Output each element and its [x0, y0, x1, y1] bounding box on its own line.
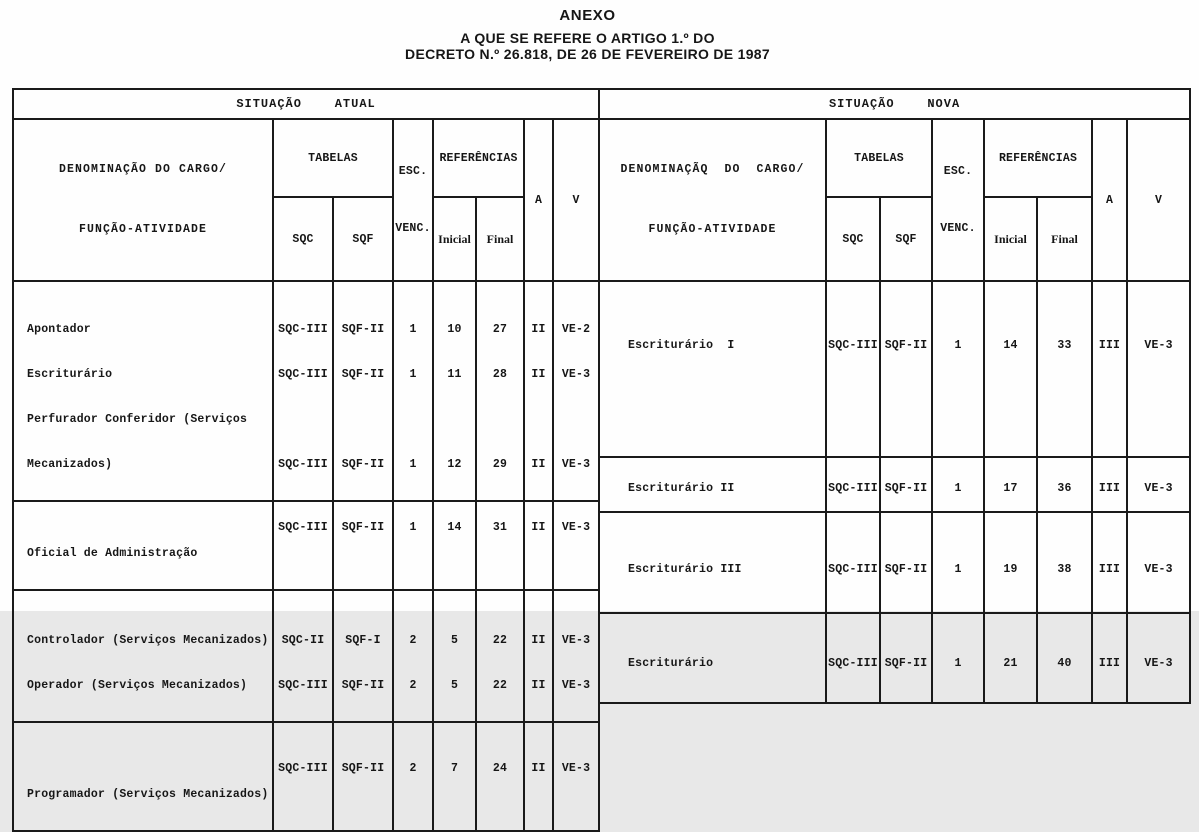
header-sqf: SQF: [880, 197, 932, 281]
sqc-cell: [273, 590, 333, 722]
section-title-nova: SITUAÇÃO NOVA: [599, 89, 1190, 119]
job-names-cell: [13, 590, 273, 722]
v-cell: [553, 281, 599, 501]
value-line: VE-3: [561, 679, 591, 692]
sqc-cell: [826, 613, 880, 703]
inicial-cell: [433, 722, 476, 831]
a-cell: [1092, 457, 1127, 512]
value-line: 1: [954, 482, 962, 495]
header-final: Final: [1037, 197, 1092, 281]
value-line: SQC-II: [281, 634, 325, 647]
esc-venc-cell: [932, 613, 984, 703]
value-line: VE-3: [1144, 482, 1173, 495]
job-names-cell: [13, 281, 273, 501]
v-cell: [1127, 457, 1190, 512]
esc-venc-cell: [393, 281, 433, 501]
v-cell: [1127, 512, 1190, 613]
header-final: Final: [476, 197, 524, 281]
section-title-row: [13, 89, 599, 119]
sqc-cell: [826, 281, 880, 457]
header-sqc: SQC: [826, 197, 880, 281]
table-row: [599, 613, 1190, 703]
esc-venc-cell: [393, 722, 433, 831]
value-line: III: [1098, 657, 1121, 670]
header-denominacao-line2: FUNÇÃO-ATIVIDADE: [78, 223, 208, 236]
job-names-cell: [599, 457, 826, 512]
esc-venc-cell: [932, 281, 984, 457]
job-name: Perfurador Conferidor (Serviços: [27, 413, 248, 426]
value-line: 31: [492, 521, 508, 534]
header-inicial: Inicial: [433, 197, 476, 281]
header-denominacao: [13, 119, 273, 281]
a-cell: [524, 281, 553, 501]
final-cell: [1037, 512, 1092, 613]
situacao-atual-table: [12, 88, 600, 832]
table-row: [599, 512, 1190, 613]
inicial-cell: [984, 613, 1037, 703]
value-line: SQF-II: [341, 458, 385, 471]
header-referencias: REFERÊNCIAS: [433, 119, 524, 197]
value-line: VE-3: [1144, 657, 1173, 670]
sqc-cell: [826, 512, 880, 613]
sqf-cell: [333, 590, 393, 722]
esc-venc-cell: [932, 512, 984, 613]
header-sqc: SQC: [273, 197, 333, 281]
value-line: VE-3: [561, 634, 591, 647]
v-cell: [553, 722, 599, 831]
header-denominacao-line1: DENOMINAÇÃQ DO CARGO/: [620, 163, 805, 176]
header-v: V: [1127, 119, 1190, 281]
section-title-atual: SITUAÇÃO ATUAL: [13, 89, 599, 119]
value-line: 5: [450, 634, 459, 647]
header-esc-line: ESC.: [398, 165, 428, 178]
value-line: SQC-III: [278, 368, 328, 381]
title-block: [0, 7, 1175, 62]
value-line: SQF-II: [884, 657, 928, 670]
final-cell: [1037, 281, 1092, 457]
value-line: [477, 410, 523, 429]
header-inicial: Inicial: [984, 197, 1037, 281]
a-cell: [524, 722, 553, 831]
value-line: 19: [1003, 563, 1018, 576]
a-cell: [524, 501, 553, 590]
section-title-row: [599, 89, 1190, 119]
table-row: [13, 722, 599, 831]
value-line: 5: [450, 679, 459, 692]
value-line: II: [531, 521, 546, 534]
value-line: II: [531, 458, 546, 471]
value-line: SQF-II: [341, 521, 385, 534]
value-line: 1: [409, 368, 417, 381]
job-name: Controlador (Serviços Mecanizados): [27, 634, 269, 647]
inicial-cell: [433, 281, 476, 501]
value-line: 14: [1003, 339, 1018, 352]
value-line: 1: [954, 657, 962, 670]
value-line: 2: [409, 634, 417, 647]
value-line: 2: [409, 679, 417, 692]
final-cell: [476, 590, 524, 722]
sqf-cell: [880, 457, 932, 512]
value-line: III: [1098, 339, 1121, 352]
value-line: SQC-III: [278, 762, 328, 775]
inicial-cell: [433, 590, 476, 722]
sqc-cell: [273, 722, 333, 831]
value-line: VE-3: [561, 458, 591, 471]
header-referencias: REFERÊNCIAS: [984, 119, 1092, 197]
value-line: VE-3: [561, 368, 591, 381]
v-cell: [553, 590, 599, 722]
header-venc-line: VENC.: [395, 222, 431, 235]
final-cell: [476, 281, 524, 501]
esc-venc-cell: [393, 501, 433, 590]
job-names-cell: [599, 512, 826, 613]
value-line: SQC-III: [278, 458, 328, 471]
header-denominacao: [599, 119, 826, 281]
value-line: 36: [1057, 482, 1072, 495]
annex-subtitle-line2: DECRETO N.º 26.818, DE 26 DE FEVEREIRO DE 1987: [405, 46, 770, 62]
value-line: [554, 410, 598, 429]
value-line: 22: [492, 679, 508, 692]
table-row: [599, 457, 1190, 512]
header-row-1: [599, 119, 1190, 197]
value-line: III: [1098, 563, 1121, 576]
value-line: [525, 410, 552, 429]
value-line: II: [531, 679, 546, 692]
table-row: [599, 281, 1190, 457]
header-esc-line: ESC.: [943, 165, 973, 178]
a-cell: [524, 590, 553, 722]
value-line: 29: [492, 458, 508, 471]
situacao-nova-table: [598, 88, 1191, 704]
inicial-cell: [984, 457, 1037, 512]
a-cell: [1092, 281, 1127, 457]
value-line: SQC-III: [278, 323, 328, 336]
value-line: VE-3: [1144, 563, 1173, 576]
value-line: II: [531, 323, 546, 336]
value-line: 22: [492, 634, 508, 647]
job-name: Programador (Serviços Mecanizados): [27, 788, 269, 801]
final-cell: [476, 722, 524, 831]
value-line: SQC-III: [828, 657, 878, 670]
value-line: SQF-II: [341, 323, 385, 336]
v-cell: [1127, 613, 1190, 703]
value-line: 24: [492, 762, 508, 775]
value-line: SQC-III: [278, 679, 328, 692]
value-line: II: [531, 762, 546, 775]
value-line: SQF-I: [345, 634, 381, 647]
value-line: SQC-III: [828, 563, 878, 576]
value-line: SQF-II: [341, 368, 385, 381]
value-line: 40: [1057, 657, 1072, 670]
sqf-cell: [880, 281, 932, 457]
job-name: Escriturário II: [628, 482, 735, 495]
job-name: Escriturário III: [628, 563, 742, 576]
value-line: SQC-III: [828, 339, 878, 352]
value-line: 1: [954, 339, 962, 352]
value-line: [274, 410, 332, 429]
value-line: VE-2: [561, 323, 591, 336]
value-line: VE-3: [561, 762, 591, 775]
value-line: 33: [1057, 339, 1072, 352]
header-venc-line: VENC.: [940, 222, 976, 235]
value-line: 1: [409, 521, 417, 534]
value-line: 21: [1003, 657, 1018, 670]
job-names-cell: [599, 281, 826, 457]
header-denominacao-line1: DENOMINAÇÃO DO CARGO/: [58, 163, 228, 176]
value-line: 28: [492, 368, 508, 381]
sqf-cell: [333, 722, 393, 831]
final-cell: [1037, 613, 1092, 703]
job-names-cell: [599, 613, 826, 703]
esc-venc-cell: [393, 590, 433, 722]
header-esc-venc: [932, 119, 984, 281]
value-line: SQC-III: [278, 521, 328, 534]
sqf-cell: [333, 281, 393, 501]
job-name: Escriturário I: [628, 339, 735, 352]
value-line: SQF-II: [884, 482, 928, 495]
header-esc-venc: [393, 119, 433, 281]
value-line: II: [531, 368, 546, 381]
header-tabelas: TABELAS: [273, 119, 393, 197]
job-name: Escriturário: [628, 657, 714, 670]
annex-title: ANEXO: [559, 7, 616, 24]
value-line: 27: [492, 323, 508, 336]
final-cell: [476, 501, 524, 590]
table-row: [13, 501, 599, 590]
inicial-cell: [984, 512, 1037, 613]
sqf-cell: [880, 613, 932, 703]
job-name: Escriturário: [27, 368, 113, 381]
sqc-cell: [273, 281, 333, 501]
value-line: 1: [954, 563, 962, 576]
value-line: 14: [447, 521, 462, 534]
inicial-cell: [433, 501, 476, 590]
v-cell: [1127, 281, 1190, 457]
value-line: II: [531, 634, 546, 647]
esc-venc-cell: [932, 457, 984, 512]
job-name: Oficial de Administração: [27, 547, 198, 560]
value-line: 11: [447, 368, 462, 381]
header-tabelas: TABELAS: [826, 119, 932, 197]
value-line: [434, 410, 475, 429]
header-row-1: [13, 119, 599, 197]
job-names-cell: [13, 722, 273, 831]
job-name: Apontador: [27, 323, 91, 336]
sqf-cell: [333, 501, 393, 590]
job-names-cell: [13, 501, 273, 590]
job-name: Operador (Serviços Mecanizados): [27, 679, 248, 692]
value-line: 10: [447, 323, 462, 336]
header-v: V: [553, 119, 599, 281]
table-row: [13, 281, 599, 501]
value-line: SQF-II: [341, 679, 385, 692]
value-line: VE-3: [1144, 339, 1173, 352]
value-line: SQC-III: [828, 482, 878, 495]
value-line: 38: [1057, 563, 1072, 576]
header-denominacao-line2: FUNÇÃO-ATIVIDADE: [648, 223, 777, 236]
header-a: A: [524, 119, 553, 281]
value-line: 12: [447, 458, 462, 471]
final-cell: [1037, 457, 1092, 512]
table-row: [13, 590, 599, 722]
header-sqf: SQF: [333, 197, 393, 281]
value-line: 1: [409, 458, 417, 471]
a-cell: [1092, 613, 1127, 703]
annex-subtitle-line1: A QUE SE REFERE O ARTIGO 1.º DO: [460, 30, 715, 46]
value-line: [334, 410, 392, 429]
v-cell: [553, 501, 599, 590]
sqc-cell: [826, 457, 880, 512]
value-line: [394, 410, 432, 429]
value-line: III: [1098, 482, 1121, 495]
header-a: A: [1092, 119, 1127, 281]
value-line: SQF-II: [884, 339, 928, 352]
job-name: Mecanizados): [27, 458, 113, 471]
value-line: SQF-II: [341, 762, 385, 775]
inicial-cell: [984, 281, 1037, 457]
sqf-cell: [880, 512, 932, 613]
a-cell: [1092, 512, 1127, 613]
value-line: 17: [1003, 482, 1018, 495]
value-line: 7: [450, 762, 459, 775]
value-line: SQF-II: [884, 563, 928, 576]
sqc-cell: [273, 501, 333, 590]
value-line: VE-3: [561, 521, 591, 534]
value-line: 2: [409, 762, 417, 775]
value-line: 1: [409, 323, 417, 336]
